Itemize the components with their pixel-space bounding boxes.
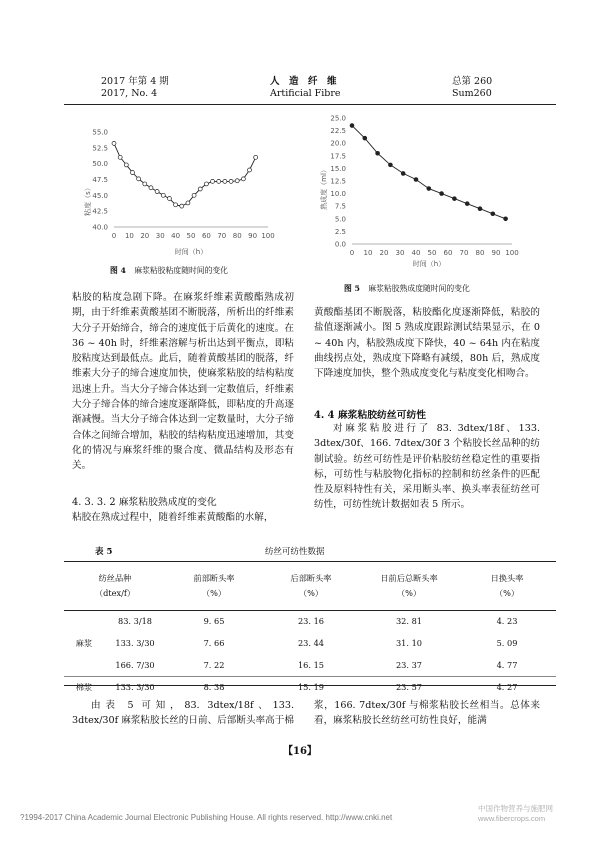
table-row [64, 676, 556, 698]
y-tick-label: 50.0 [92, 160, 108, 169]
th-front-break-l2: （%） [201, 587, 227, 598]
table-cell: 4. 23 [496, 616, 518, 627]
watermark-text: 中国作物营养与施肥网 www.fibercrops.com [478, 804, 553, 823]
y-tick-label: 22.5 [330, 127, 346, 136]
x-tick-label: 100 [261, 232, 275, 240]
th-change-rate-l1: 日换头率 [490, 572, 524, 583]
left-paragraph-2 [72, 510, 294, 525]
table-cell: 166. 7/30 [115, 659, 155, 670]
fig5-xlabel: 时间（h） [412, 260, 446, 268]
table-cell: 133. 3/30 [104, 676, 166, 698]
data-point [155, 190, 159, 194]
table-row [64, 632, 556, 654]
table-cell: 23. 44 [297, 638, 325, 648]
data-point [211, 179, 215, 183]
data-point [491, 211, 496, 216]
table-5-label: 表 5 [95, 547, 113, 557]
data-point [167, 197, 171, 201]
table-row [64, 654, 556, 676]
x-tick-label: 90 [491, 249, 501, 257]
table-bottom-rule [64, 685, 556, 686]
x-tick-label: 100 [505, 249, 519, 257]
table-cell: 23. 37 [395, 659, 423, 670]
left-paragraph-1 [72, 290, 294, 474]
header-sum: 总第 260 [452, 76, 493, 87]
x-tick-label: 30 [395, 249, 405, 257]
y-tick-label: 47.5 [92, 176, 108, 184]
header-issue-en: 2017, No. 4 [101, 88, 158, 99]
x-tick-label: 50 [186, 232, 196, 240]
data-point [427, 186, 432, 191]
x-tick-label: 70 [217, 232, 227, 240]
data-point [149, 186, 153, 190]
data-point [198, 187, 202, 191]
y-tick-label: 12.5 [330, 177, 346, 186]
data-point [174, 203, 178, 207]
data-point [254, 155, 258, 159]
journal-title-en: Artificial Fibre [270, 88, 341, 99]
x-tick-label: 60 [201, 232, 211, 240]
fig4-caption-num: 图 4 [110, 266, 126, 275]
x-tick-label: 50 [427, 249, 437, 257]
table-row [64, 610, 556, 632]
data-point [401, 171, 406, 176]
bottom-left-text: 由表 5 可知，83. 3dtex/18f、133. 3dtex/30f 麻浆粘胶长丝的日前、后部断头率高于棉 [72, 700, 294, 727]
data-point [452, 196, 457, 201]
x-tick-label: 0 [111, 232, 117, 240]
group-label-cotton: 棉浆 [64, 676, 104, 698]
table-header-row [64, 562, 556, 610]
data-point [143, 182, 147, 186]
x-tick-label: 10 [124, 232, 134, 240]
y-tick-label: 25.0 [330, 114, 346, 123]
fig4-caption-text: 麻浆粘胶粘度随时间的变化 [134, 266, 228, 275]
th-change-rate-l2: （%） [494, 587, 520, 598]
bottom-left-paragraph [72, 698, 294, 729]
data-point [350, 123, 355, 128]
figure-4-chart [78, 120, 288, 260]
data-point [223, 179, 227, 183]
data-point [112, 141, 116, 145]
table-cell: 23. 57 [360, 676, 458, 698]
y-tick-label: 45.0 [92, 191, 108, 200]
series-line [352, 126, 506, 219]
fig5-caption-text: 麻浆粘胶熟成度随时间的变化 [368, 284, 470, 293]
data-point [478, 206, 483, 211]
bottom-right-paragraph [314, 698, 540, 729]
x-tick-label: 0 [349, 249, 355, 257]
data-point [161, 193, 165, 197]
th-front-break-l1: 前部断头率 [193, 572, 235, 583]
data-point [192, 193, 196, 197]
figure-4-caption [110, 265, 228, 276]
fig5-ylabel: 熟成度（ml） [320, 166, 328, 210]
x-tick-label: 30 [155, 232, 165, 240]
th-rear-break-l1: 后部断头率 [290, 572, 332, 583]
x-tick-label: 40 [411, 249, 421, 257]
x-tick-label: 20 [379, 249, 389, 257]
th-variety-l1: 纺丝品种 [98, 572, 132, 583]
th-rear-break-l2: （%） [298, 587, 324, 598]
data-point [186, 201, 190, 205]
table-cell: 7. 66 [203, 638, 225, 648]
x-tick-label: 80 [232, 232, 242, 240]
journal-title: 人 造 纤 维 [270, 76, 337, 87]
table-cell: 23. 16 [297, 616, 325, 627]
y-tick-label: 10.0 [330, 190, 346, 199]
table-5-title: 纺丝可纺性数据 [265, 547, 325, 557]
data-point [241, 177, 245, 181]
left-paragraph-1-text: 粘胶的粘度急剧下降。在麻浆纤维素黄酸酯熟成初期，由于纤维素黄酸基团不断脱落，所析出的纤维素大分子开始缔合，缔合的速度低于后黄化的速度。在 36 ~ 40h 时，纤维素溶解与析出达到平衡点，即粘胶粘度达到最低点。此后，随着黄酸基团的脱落，纤维素大分子的缔合速度加快，使麻浆粘胶的结构粘度迅速上升。当大分子缔合体达到一定数值后，纤维素大分子缔合体的缔合速度逐渐降低，即粘度的升高逐渐减慢。当大分子缔合体达到一定数量时，大分子缔合体之间缔合增加，粘胶的结构粘度迅速增加，其变化的情况与麻浆纤维的聚合度、微晶结构及形态有关。 [72, 292, 294, 472]
x-tick-label: 70 [459, 249, 469, 257]
figure-5-chart [312, 110, 527, 270]
table-cell: 15. 19 [262, 676, 360, 698]
table-cell: 32. 81 [395, 616, 423, 627]
section-4-3-3-2-heading: 4. 3. 3. 2 麻浆粘胶熟成度的变化 [72, 497, 217, 508]
data-point [137, 177, 141, 181]
th-total-break-l2: （%） [396, 587, 422, 598]
data-point [180, 204, 184, 208]
series-line [114, 143, 256, 206]
figure-5-caption [344, 283, 470, 294]
table-cell: 8. 38 [166, 676, 262, 698]
data-point [388, 163, 393, 168]
header-rule [64, 104, 556, 105]
y-tick-label: 5.0 [334, 215, 346, 224]
right-paragraph-1 [314, 305, 540, 381]
th-total-break [360, 562, 458, 610]
data-point [130, 171, 134, 175]
data-point [375, 151, 380, 156]
data-point [248, 168, 252, 172]
th-variety [64, 562, 166, 610]
header-sum-en: Sum260 [452, 88, 492, 99]
header-issue: 2017 年第 4 期 [101, 76, 169, 87]
right-paragraph-1-text: 黄酸酯基团不断脱落，粘胶酯化度逐渐降低，粘胶的盐值逐渐减小。图 5 熟成度跟踪测试结果显示，在 0 ~ 40h 内，粘胶熟成度下降快，40 ~ 64h 内在粘度曲线拐点处，熟成度下降略有减缓，80h 后，熟成度下降速度加快，整个熟成度变化与粘度变化相吻合。 [314, 307, 540, 380]
bottom-right-text: 浆，166. 7dtex/30f 与棉浆粘胶长丝相当。总体来看，麻浆粘胶长丝纺丝可纺性良好，能满 [314, 700, 540, 727]
data-point [118, 155, 122, 159]
x-tick-label: 10 [363, 249, 373, 257]
fig4-ylabel: 粘度（s） [84, 184, 92, 216]
y-tick-label: 15.0 [330, 164, 346, 173]
data-point [235, 179, 239, 183]
y-tick-label: 55.0 [92, 128, 108, 137]
th-front-break [166, 562, 262, 610]
right-paragraph-2-text: 对麻浆粘胶进行了 83. 3dtex/18f、133. 3dtex/30f、166. 7dtex/30f 3 个粘胶长丝品种的纺制试验。纺丝可纺性是评价粘胶纺丝稳定性的重要指标，可纺性与粘胶物化指标的控制和纺丝条件的匹配性及原料特性有关，采用断头率、换头率表征纺丝可纺性，可纺性统计数据如表 5 所示。 [314, 423, 540, 511]
table-cell: 7. 22 [203, 659, 225, 670]
data-point [217, 179, 221, 183]
data-point [503, 217, 508, 222]
copyright-footer: ?1994-2017 China Academic Journal Electronic Publishing House. All rights reserved. http://www.cnki.net [20, 813, 393, 822]
y-tick-label: 0.0 [334, 240, 346, 249]
data-point [414, 177, 419, 182]
data-point [363, 136, 368, 141]
table-cell: 83. 3/18 [117, 616, 152, 627]
table-5 [64, 562, 556, 698]
th-change-rate [458, 562, 556, 610]
y-tick-label: 2.5 [334, 227, 346, 236]
th-rear-break [262, 562, 360, 610]
page-number: 【16】 [283, 746, 317, 757]
section-4-4-heading: 4. 4 麻浆粘胶纺丝可纺性 [314, 410, 427, 421]
data-point [124, 163, 128, 167]
data-point [229, 179, 233, 183]
table-cell: 31. 10 [395, 638, 423, 648]
data-point [439, 191, 444, 196]
table-cell: 16. 15 [297, 659, 325, 670]
x-tick-label: 80 [475, 249, 485, 257]
right-paragraph-2 [314, 421, 540, 513]
table-cell: 4. 27 [458, 676, 556, 698]
x-tick-label: 40 [171, 232, 181, 240]
y-tick-label: 40.0 [92, 223, 108, 232]
data-point [465, 201, 470, 206]
y-tick-label: 42.5 [92, 207, 108, 216]
y-tick-label: 52.5 [92, 144, 108, 153]
x-tick-label: 90 [248, 232, 258, 240]
table-cell: 9. 65 [203, 616, 225, 627]
data-point [204, 182, 208, 186]
table-cell: 5. 09 [496, 638, 518, 648]
y-tick-label: 17.5 [330, 152, 346, 161]
left-paragraph-2-text: 粘胶在熟成过程中，随着纤维素黄酸酯的水解， [72, 512, 274, 523]
group-label-hemp: 麻浆 [75, 637, 93, 648]
fig4-xlabel: 时间（h） [174, 248, 208, 256]
th-variety-l2: （dtex/f） [94, 587, 136, 598]
table-cell: 4. 77 [496, 659, 518, 670]
y-tick-label: 7.5 [334, 202, 346, 211]
x-tick-label: 20 [140, 232, 150, 240]
x-tick-label: 60 [443, 249, 453, 257]
th-total-break-l1: 日前后总断头率 [380, 572, 438, 583]
y-tick-label: 20.0 [330, 139, 346, 148]
table-cell: 133. 3/30 [115, 638, 155, 648]
fig5-caption-num: 图 5 [344, 284, 360, 293]
